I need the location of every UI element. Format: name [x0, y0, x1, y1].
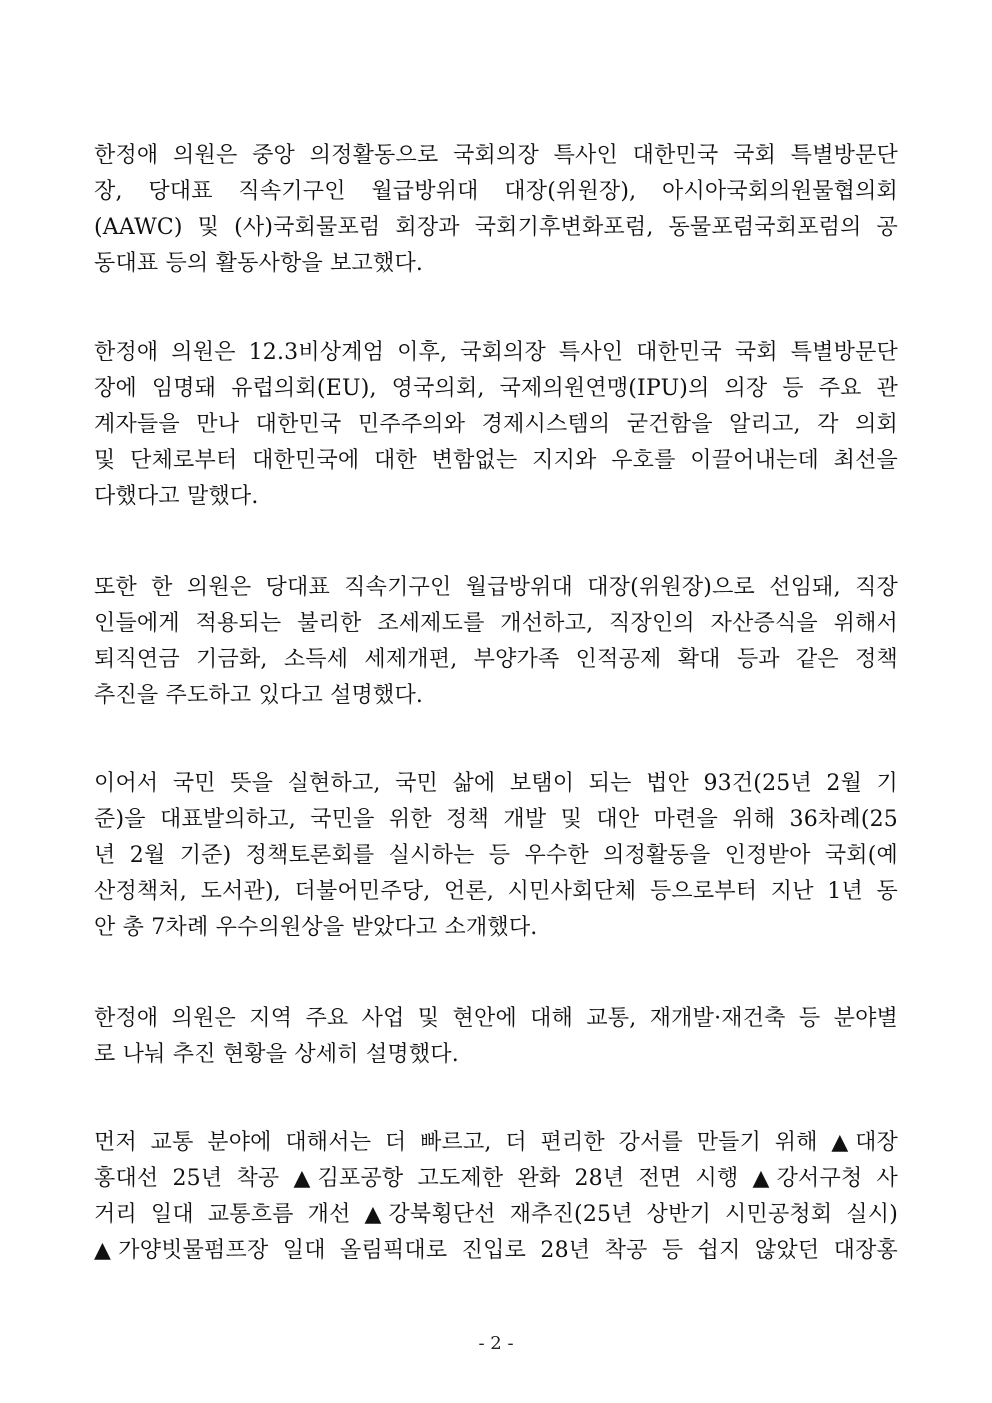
paragraph-line: 먼저 교통 분야에 대해서는 더 빠르고, 더 편리한 강서를 만들기 위해 ▲대장	[94, 1130, 898, 1155]
paragraph-line: 안 총 7차례 우수의원상을 받았다고 소개했다.	[94, 915, 538, 940]
paragraph-line: 로 나눠 추진 현황을 상세히 설명했다.	[94, 1042, 459, 1067]
paragraph-line: 다했다고 말했다.	[94, 484, 259, 509]
paragraph-line: 장에 임명돼 유럽의회(EU), 영국의회, 국제의원연맹(IPU)의 의장 등 주요 관	[94, 376, 898, 401]
paragraph-line: 추진을 주도하고 있다고 설명했다.	[94, 683, 424, 708]
page-number: - 2 -	[478, 1333, 514, 1354]
paragraph-legislation-awards	[94, 766, 898, 946]
paragraph-line: 홍대선 25년 착공 ▲김포공항 고도제한 완화 28년 전면 시행 ▲강서구청 사	[94, 1166, 898, 1191]
paragraph-line: 년 2월 기준) 정책토론회를 실시하는 등 우수한 의정활동을 인정받아 국회(예	[94, 843, 898, 868]
paragraph-line: 및 단체로부터 대한민국에 대한 변함없는 지지와 우호를 이끌어내는데 최선을	[94, 448, 898, 473]
paragraph-local-projects	[94, 1001, 898, 1073]
paragraph-transportation	[94, 1125, 898, 1269]
paragraph-line: 한정애 의원은 12.3비상계엄 이후, 국회의장 특사인 대한민국 국회 특별방문단	[94, 340, 898, 365]
paragraph-line: 장, 당대표 직속기구인 월급방위대 대장(위원장), 아시아국회의원물협의회	[94, 179, 898, 204]
paragraph-line: 인들에게 적용되는 불리한 조세제도를 개선하고, 직장인의 자산증식을 위해서	[94, 611, 898, 636]
paragraph-line: 이어서 국민 뜻을 실현하고, 국민 삶에 보탬이 되는 법안 93건(25년 2월 기	[94, 771, 898, 796]
paragraph-line: 계자들을 만나 대한민국 민주주의와 경제시스템의 굳건함을 알리고, 각 의회	[94, 412, 898, 437]
paragraph-central-activities	[94, 138, 898, 282]
paragraph-line: 동대표 등의 활동사항을 보고했다.	[94, 251, 424, 276]
paragraph-line: 거리 일대 교통흐름 개선 ▲강북횡단선 재추진(25년 상반기 시민공청회 실시)	[94, 1202, 898, 1227]
paragraph-line: (AAWC) 및 (사)국회물포럼 회장과 국회기후변화포럼, 동물포럼국회포럼의 공	[94, 215, 898, 240]
paragraph-salary-defense	[94, 570, 898, 714]
paragraph-line: ▲가양빗물펌프장 일대 올림픽대로 진입로 28년 착공 등 쉽지 않았던 대장홍	[94, 1238, 898, 1263]
paragraph-line: 또한 한 의원은 당대표 직속기구인 월급방위대 대장(위원장)으로 선임돼, 직장	[94, 575, 898, 600]
paragraph-line: 한정애 의원은 중앙 의정활동으로 국회의장 특사인 대한민국 국회 특별방문단	[94, 143, 898, 168]
paragraph-line: 한정애 의원은 지역 주요 사업 및 현안에 대해 교통, 재개발·재건축 등 분야별	[94, 1006, 898, 1031]
paragraph-line: 산정책처, 도서관), 더불어민주당, 언론, 시민사회단체 등으로부터 지난 1년 동	[94, 879, 898, 904]
paragraph-line: 준)을 대표발의하고, 국민을 위한 정책 개발 및 대안 마련을 위해 36차례(25	[94, 807, 898, 832]
paragraph-special-envoy	[94, 335, 898, 515]
paragraph-line: 퇴직연금 기금화, 소득세 세제개편, 부양가족 인적공제 확대 등과 같은 정책	[94, 647, 898, 672]
